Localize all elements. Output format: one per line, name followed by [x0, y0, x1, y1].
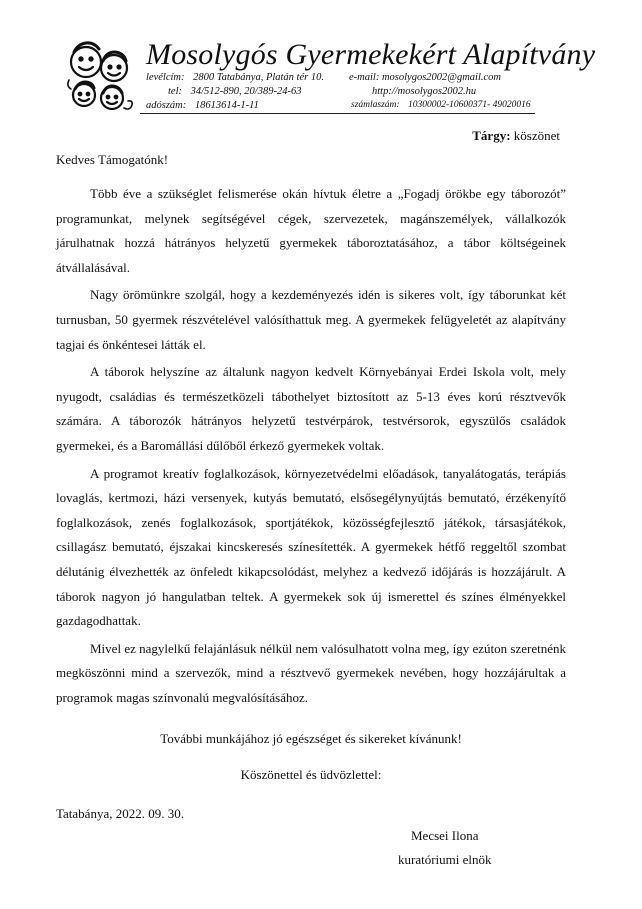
paragraph: Több éve a szükséglet felismerése okán hívtuk életre a „Fogadj örökbe egy táborozót” programunkat, melynek segítségével cégek, szervezetek, magánszemélyek, vállalkozók járulhatnak hozzá hátrányos helyzetű gyermekek táboroztatásához, a tábor költségeinek átvállalásával.	[56, 186, 566, 275]
account-line	[351, 100, 531, 110]
closing-greeting: Köszönettel és üdvözlettel:	[240, 767, 382, 782]
website-value[interactable]: http://mosolygos2002.hu	[372, 86, 477, 97]
subject-line	[472, 128, 560, 144]
closing-wish: További munkájához jó egészséget és sikereket kívánunk!	[160, 731, 462, 746]
paragraph: Mivel ez nagylelkű felajánlásuk nélkül nem valósulhatott volna meg, így ezúton szeretnénk megköszönni mind a szervezők, mind a résztvevő gyermekek nevében, hogy hozzájárultak a programok magas színvonalú megvalósításához.	[56, 640, 566, 705]
email-label: e-mail:	[349, 72, 380, 83]
phone-value: 34/512-890, 20/389-24-63	[190, 86, 302, 97]
account-value: 10300002-10600371- 49020016	[407, 100, 531, 110]
tax-value: 18613614-1-11	[194, 100, 259, 111]
paragraph: Nagy örömünkre szolgál, hogy a kezdeményezés idén is sikeres volt, így táborunkat két turnusban, 50 gyermek részvételével valósíthattuk meg. A gyermekek felügyeletét az alapítvány tagjai és önkéntesei látták el.	[56, 287, 566, 352]
email-value[interactable]: mosolygos2002@gmail.com	[381, 72, 501, 83]
signatory-name: Mecsei Ilona	[411, 828, 479, 843]
address-label: levélcím:	[146, 72, 185, 83]
phone-label: tel:	[168, 86, 182, 97]
subject-value: köszönet	[513, 128, 560, 143]
website-line[interactable]	[372, 86, 476, 97]
place-and-date: Tatabánya, 2022. 09. 30.	[56, 806, 184, 821]
address-line	[146, 72, 324, 83]
signatory-role: kuratóriumi elnök	[398, 852, 492, 867]
tax-label: adószám:	[146, 100, 187, 111]
account-label: számlaszám:	[351, 100, 400, 110]
organization-name: Mosolygós Gyermekekért Alapítvány	[146, 38, 596, 71]
smiling-children-logo-icon	[64, 38, 136, 116]
letterhead-divider	[140, 113, 535, 114]
letter-body	[56, 182, 566, 710]
email-line	[349, 72, 501, 83]
address-value: 2800 Tatabánya, Platán tér 10.	[193, 72, 324, 83]
subject-label: Tárgy:	[472, 128, 511, 143]
paragraph: A táborok helyszíne az általunk nagyon kedvelt Környebányai Erdei Iskola volt, mely nyugodt, családias és természetközeli tábothelyet biztosított az 5-13 éves korú résztvevők számára. A táborozók hátrányos helyzetű testvérpárok, testvérsorok, egyszülős családok gyermekei, és a Baromállási dűlőből érkező gyermekek voltak.	[56, 364, 566, 453]
paragraph: A programot kreatív foglalkozások, környezetvédelmi előadások, tanyalátogatás, terápiás lovaglás, kertmozi, házi versenyek, kutyás bemutató, elsősegélynyújtás bemutató, érzékenyítő foglalkozások, zenés foglalkozások, sportjátékok, közösségfejlesztő játékok, társasjátékok, csillagász bemutató, éjszakai kincskeresés színesítették. A gyermekek hétfő reggeltől szombat délutánig élvezhették az önfeledt kikapcsolódást, melyhez a kedvező időjárás is hozzájárult. A táborok nagyon jó hangulatban teltek. A gyermekek sok új ismerettel és színes élményekkel gazdagodhattak.	[56, 465, 566, 629]
phone-line	[168, 86, 301, 97]
tax-line	[146, 100, 259, 111]
greeting: Kedves Támogatónk!	[56, 152, 169, 167]
